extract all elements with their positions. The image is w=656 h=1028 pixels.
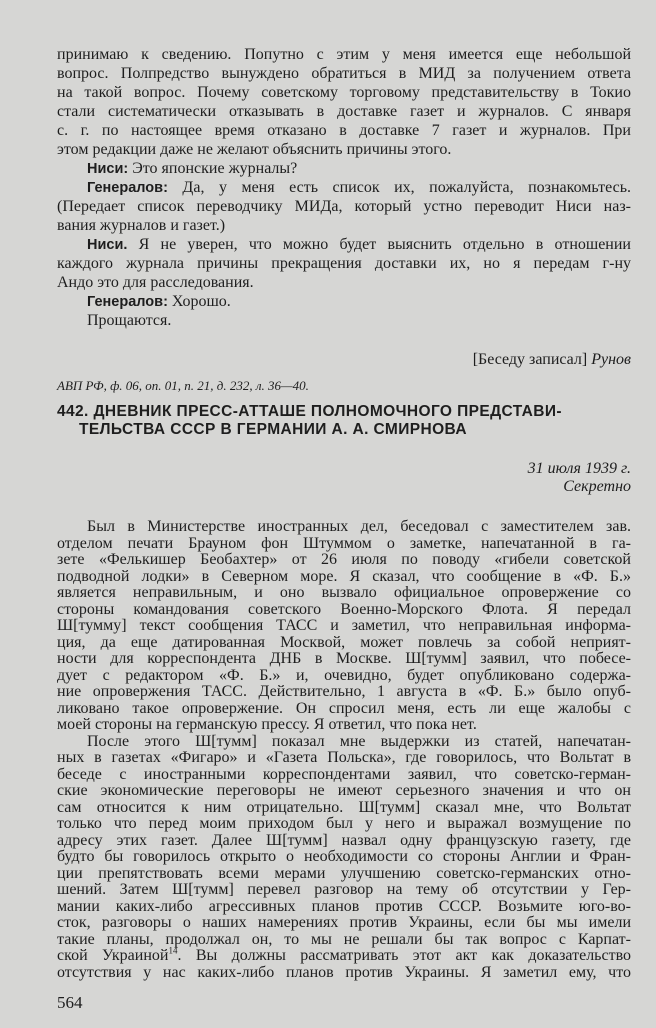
text-segment: ликовано такое опровержение. Он спросил меня, есть ли еще жалобы с <box>57 699 631 717</box>
text-segment: вания журналов и газет.) <box>57 217 226 234</box>
text-segment: Ш[тумму] текст сообщения ТАСС и заметил, что неправильная информа- <box>57 617 631 634</box>
speaker-name: Генералов: <box>87 294 168 310</box>
document-date: 31 июля 1939 г. <box>527 460 631 477</box>
text-line <box>57 915 631 932</box>
text-line <box>57 816 631 833</box>
text-segment: стали систематически отказывать в доставке газет и журналов. С января <box>57 103 631 120</box>
text-line <box>57 684 631 701</box>
text-segment: сток, разговоры о наших намерениях против Украины, если бы мы имели <box>57 914 631 931</box>
text-segment: Да, у меня есть список их, пожалуйста, познакомьтесь. <box>167 179 631 196</box>
text-line <box>57 178 631 197</box>
text-segment: Это японские журналы? <box>128 160 298 177</box>
signature-name: Рунов <box>591 351 631 368</box>
text-line <box>57 585 631 602</box>
text-line <box>57 849 631 866</box>
text-segment: моей стороны на германскую прессу. Я ответил, что пока нет. <box>57 716 477 733</box>
text-segment: ция, да еще датированная Москвой, может повлечь за собой неприят- <box>57 633 631 651</box>
text-line <box>57 965 631 982</box>
text-segment: на такой вопрос. Почему советскому торговому представительству в Токио <box>57 84 631 101</box>
text-line <box>57 899 631 916</box>
text-line <box>57 602 631 619</box>
text-segment: ние опровержения ТАСС. Действительно, 1 августа в «Ф. Б.» было опуб- <box>57 683 631 700</box>
text-segment: будто бы говорилось открыто о необходимости со стороны Англии и Фран- <box>57 848 631 865</box>
text-line <box>57 159 631 178</box>
text-line <box>57 932 631 949</box>
text-segment: мании каких-либо агрессивных планов против СССР. Возьмите юго-во- <box>57 897 631 915</box>
text-line <box>57 519 631 536</box>
text-segment: шений. Затем Ш[тумм] перевел разговор на тему об отсутствии у Гер- <box>57 881 631 898</box>
text-segment: только что перед моим приходом был у него и выражал возмущение по <box>57 815 631 832</box>
text-segment: Прощаются. <box>87 312 172 329</box>
text-line <box>57 800 631 817</box>
text-line <box>57 273 631 292</box>
text-segment: ных в газетах «Фигаро» и «Газета Польска», где говорилось, что Вольтат в <box>57 749 631 766</box>
text-line <box>57 102 631 121</box>
text-segment: (Передает список переводчику МИДа, который устно переводит Ниси наз- <box>57 198 631 215</box>
text-segment: является неправильным, и оно вызвало официальное опровержение со <box>57 584 631 601</box>
page-number: 564 <box>57 993 83 1012</box>
text-segment: вопрос. Полпредство вынуждено обратиться в МИД за получением ответа <box>57 65 631 82</box>
text-line <box>57 945 632 965</box>
text-segment: с. г. по настоящее время отказано в доставке 7 газет и журналов. При <box>57 122 631 139</box>
text-line <box>57 668 631 685</box>
text-line <box>57 45 631 64</box>
text-segment: . Вы должны рассматривать этот акт как доказательство <box>177 947 632 964</box>
text-segment: Хорошо. <box>167 293 231 310</box>
text-line <box>57 140 631 159</box>
archive-source: АВП РФ, ф. 06, оп. 01, п. 21, д. 232, л. 36—40. <box>57 378 309 393</box>
text-segment: Я не уверен, что можно будет выяснить отдельно в отношении <box>127 236 631 253</box>
text-segment: каждого журнала причины прекращения доставки их, но я передам г-ну <box>57 255 631 272</box>
document-date-block <box>57 460 631 496</box>
text-line <box>57 292 631 311</box>
text-line <box>57 635 631 652</box>
text-line <box>57 311 631 330</box>
text-line <box>57 536 631 553</box>
text-line <box>57 83 631 102</box>
text-segment: отделом печати Брауном фон Штуммом о заметке, напечатанной в га- <box>57 534 631 552</box>
text-segment: такие планы, продолжал он, то мы не решали бы так вопрос с Карпат- <box>57 930 631 948</box>
text-segment: ской Украиной <box>57 947 169 964</box>
text-line <box>57 750 631 767</box>
text-segment: сам относится к ним отрицательно. Ш[тумм] сказал мне, что Вольтат <box>57 798 631 816</box>
text-line <box>57 882 631 899</box>
text-segment: зете «Фелькишер Беобахтер» от 26 июля по поводу «гибели советской <box>57 551 631 568</box>
text-segment: стороны командования советского Военно-Морского Флота. Я передал <box>57 600 631 618</box>
text-line <box>57 717 631 734</box>
heading-line-1: 442. ДНЕВНИК ПРЕСС-АТТАШЕ ПОЛНОМОЧНОГО ПРЕДСТАВИ- <box>57 403 562 420</box>
text-line <box>57 216 631 235</box>
text-segment: После этого Ш[тумм] показал мне выдержки из статей, напечатан- <box>87 732 631 750</box>
conversation-text <box>57 45 631 330</box>
document-heading <box>57 403 631 439</box>
text-segment: дует с редактором «Ф. Б.» и, очевидно, будет опубликовано содержа- <box>57 666 631 684</box>
text-line <box>57 552 631 569</box>
text-line <box>57 618 631 635</box>
text-line <box>57 235 631 254</box>
diary-body-text <box>57 519 631 981</box>
classification: Секретно <box>563 478 631 495</box>
text-line <box>57 701 631 718</box>
text-line <box>57 734 631 751</box>
speaker-name: Генералов: <box>87 180 168 196</box>
signature <box>57 351 631 369</box>
text-segment: ские экономические переговоры не имеют серьезного значения и что он <box>57 782 631 799</box>
text-line <box>57 121 631 140</box>
text-segment: ции препятствовать всеми мерами улучшению советско-германских отно- <box>57 864 631 882</box>
heading-line-2: ТЕЛЬСТВА СССР В ГЕРМАНИИ А. А. СМИРНОВА <box>79 421 467 438</box>
text-line <box>57 767 631 784</box>
footnote-ref: 14 <box>168 945 178 956</box>
text-segment: подводной лодки» в Северном море. Я сказал, что сообщение в «Ф. Б.» <box>57 567 631 585</box>
speaker-name: Ниси. <box>87 237 128 253</box>
text-line <box>57 197 631 216</box>
text-line <box>57 783 631 800</box>
signature-label: [Беседу записал] <box>472 351 588 368</box>
text-segment: адресу этих газет. Далее Ш[тумм] назвал одну французскую газету, где <box>57 831 631 849</box>
text-line <box>57 569 631 586</box>
text-line <box>57 64 631 83</box>
text-segment: отсутствия у нас каких-либо планов против Украины. Я заметил ему, что <box>57 963 631 981</box>
text-segment: этом редакции даже не желают объяснить причины этого. <box>57 141 452 158</box>
text-segment: Андо это для расследования. <box>57 274 254 291</box>
text-line <box>57 254 631 273</box>
text-segment: беседе с иностранными корреспондентами заявил, что советско-герман- <box>57 765 631 783</box>
speaker-name: Ниси: <box>87 161 129 177</box>
text-line <box>57 866 631 883</box>
text-line <box>57 833 631 850</box>
text-segment: ности для корреспондента ДНБ в Москве. Ш[тумм] заявил, что побесе- <box>57 650 631 667</box>
text-segment: принимаю к сведению. Попутно с этим у меня имеется еще небольшой <box>57 46 631 63</box>
text-line <box>57 651 631 668</box>
text-segment: Был в Министерстве иностранных дел, беседовал с заместителем зав. <box>87 518 631 535</box>
